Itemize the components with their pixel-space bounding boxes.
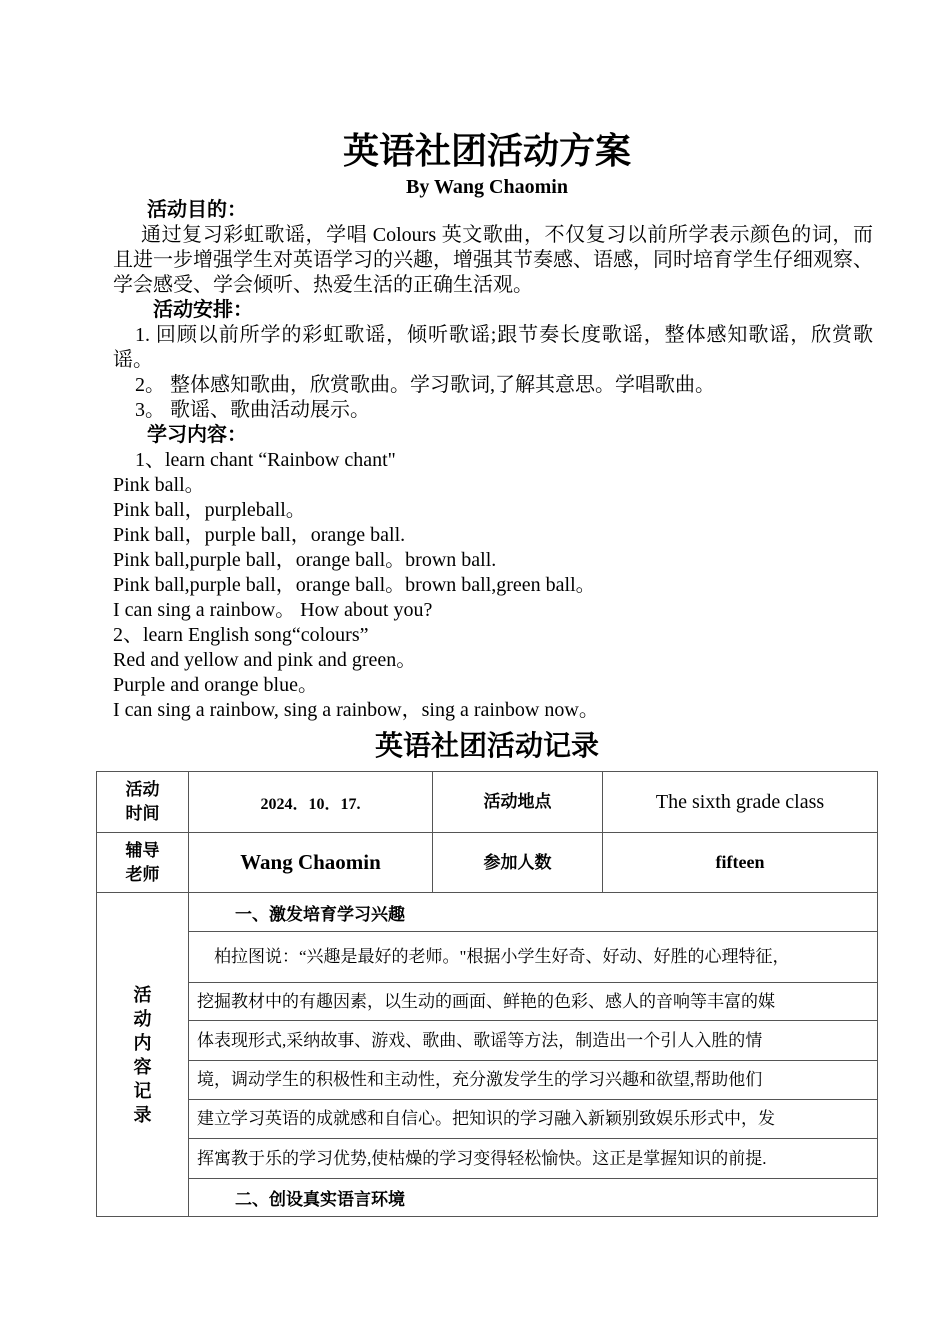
plan-body	[113, 198, 873, 723]
content-row: 挖掘教材中的有趣因素，以生动的画面、鲜艳的色彩、感人的音响等丰富的媒	[189, 983, 878, 1021]
purpose-text: 通过复习彩虹歌谣，学唱 Colours 英文歌曲，不仅复习以前所学表示颜色的词，而且进一步增强学生对英语学习的兴趣，增强其节奏感、语感，同时培育学生仔细观察、学会感受、学会倾听、热爱生活的正确生活观。	[113, 224, 873, 296]
author-byline: By Wang Chaomin	[406, 176, 568, 198]
count-label: 参加人数	[433, 833, 603, 893]
table-row	[97, 893, 878, 932]
content-row: 体表现形式,采纳故事、游戏、歌曲、歌谣等方法，制造出一个引人入胜的情	[189, 1021, 878, 1061]
arrangement-step-2: 2。 整体感知歌曲，欣赏歌曲。学习歌词,了解其意思。学唱歌曲。	[135, 374, 715, 396]
song-title: 2、learn English song“colours”	[113, 624, 369, 646]
table-row	[97, 1021, 878, 1061]
table-row	[97, 1179, 878, 1217]
table-row	[97, 1061, 878, 1100]
time-label: 活动 时间	[97, 772, 189, 833]
chant-title: 1、learn chant “Rainbow chant"	[135, 449, 396, 471]
content-row: 挥寓教于乐的学习优势,使枯燥的学习变得轻松愉快。这正是掌握知识的前提.	[189, 1139, 878, 1179]
place-value: The sixth grade class	[603, 772, 878, 833]
table-row	[97, 932, 878, 983]
table-row	[97, 1100, 878, 1139]
activity-record-table	[96, 771, 878, 1217]
record-title: 英语社团活动记录	[374, 731, 599, 762]
table-row	[97, 983, 878, 1021]
teacher-value: Wang Chaomin	[189, 833, 433, 893]
place-label: 活动地点	[433, 772, 603, 833]
arrangement-step-3: 3。 歌谣、歌曲活动展示。	[135, 399, 370, 421]
arrangement-step-1: 1. 回顾以前所学的彩虹歌谣，倾听歌谣;跟节奏长度歌谣，整体感知歌谣，欣赏歌谣。	[113, 324, 873, 371]
chant-line: I can sing a rainbow。 How about you?	[113, 599, 433, 621]
content-heading-2: 二、创设真实语言环境	[189, 1179, 878, 1217]
page-title: 英语社团活动方案	[342, 131, 631, 171]
date-value: 2024．10．17.	[189, 772, 433, 833]
chant-line: Pink ball,purple ball，orange ball。brown ball.	[113, 549, 497, 571]
song-line: Red and yellow and pink and green。	[113, 649, 417, 671]
chant-line: Pink ball，purpleball。	[113, 499, 306, 521]
count-value: fifteen	[603, 833, 878, 893]
purpose-heading: 活动目的：	[147, 199, 247, 221]
content-label: 活 动 内 容 记 录	[97, 893, 189, 1217]
chant-line: Pink ball，purple ball，orange ball.	[113, 524, 406, 546]
teacher-label: 辅导 老师	[97, 833, 189, 893]
song-line: Purple and orange blue。	[113, 674, 318, 696]
table-row	[97, 772, 878, 833]
content-heading-1: 一、激发培育学习兴趣	[189, 893, 878, 932]
table-row	[97, 1139, 878, 1179]
chant-line: Pink ball。	[113, 474, 205, 496]
content-row: 境，调动学生的积极性和主动性，充分激发学生的学习兴趣和欲望,帮助他们	[189, 1061, 878, 1100]
chant-line: Pink ball,purple ball，orange ball。brown ball,green ball。	[113, 574, 596, 596]
content-heading: 学习内容：	[147, 424, 247, 446]
content-row: 柏拉图说：“兴趣是最好的老师。"根据小学生好奇、好动、好胜的心理特征，	[189, 932, 878, 983]
table-row	[97, 833, 878, 893]
content-row: 建立学习英语的成就感和自信心。把知识的学习融入新颖别致娱乐形式中，发	[189, 1100, 878, 1139]
arrangement-heading: 活动安排：	[153, 299, 253, 321]
song-line: I can sing a rainbow, sing a rainbow，sing a rainbow now。	[113, 699, 599, 721]
